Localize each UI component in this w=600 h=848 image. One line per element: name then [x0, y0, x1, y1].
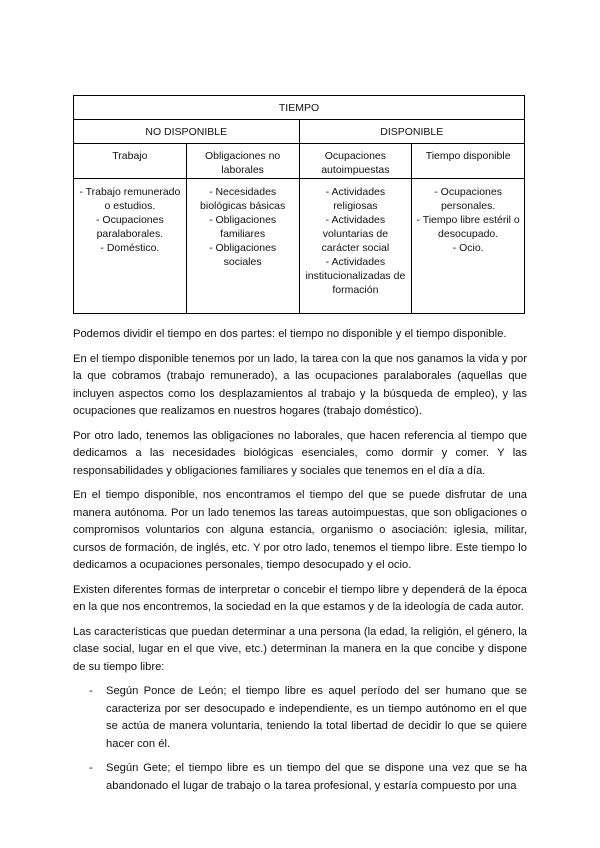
paragraph: En el tiempo disponible, nos encontramos el tiempo del que se puede disfrutar de una manera autónoma. Por un lado tenemos las tareas autoimpuestas, que son obligaciones o compromisos voluntarios con alguna estancia, organismo o asociación: iglesia, militar, cursos de formación, de inglés, etc. Y por otro lado, tenemos el tiempo libre. Este tiempo lo dedicamos a ocupaciones personales, tiempo desocupado y el ocio. [73, 489, 527, 571]
table-item: - Obligaciones sociales [209, 242, 277, 268]
table-item: - Obligaciones familiares [209, 214, 277, 240]
table-item: - Actividades institucionalizadas de formación [305, 256, 406, 296]
items-trabajo [74, 179, 187, 314]
bullet-text: Según Ponce de León; el tiempo libre es aquel período del ser humano que se caracteriza por ser desocupado e independiente, es un tiempo autónomo en el que se actúa de manera voluntaria, teniendo la total libertad de decidir lo que se quiere hacer con él. [106, 685, 527, 750]
list-item [73, 760, 527, 795]
paragraph: En el tiempo disponible tenemos por un lado, la tarea con la que nos ganamos la vida y por la que cobramos (trabajo remunerado), a las ocupaciones paralaborales (aquellas que incluyen aspectos como los desplazamientos al trabajo y la búsqueda de empleo), y las ocupaciones que realizamos en nuestros hogares (trabajo doméstico). [73, 352, 527, 417]
table-item: - Ocupaciones personales. [434, 186, 502, 212]
table-item: - Actividades voluntarias de carácter social [321, 214, 390, 254]
group-disponible: DISPONIBLE [299, 120, 525, 144]
category-ocupaciones: Ocupaciones autoimpuestas [299, 144, 412, 179]
group-no-disponible: NO DISPONIBLE [74, 120, 300, 144]
category-tiempo-disponible: Tiempo disponible [412, 144, 525, 179]
table-item: - Tiempo libre estéril o desocupado. [416, 214, 520, 240]
bullet-list [73, 683, 527, 795]
table-item: - Necesidades biológicas básicas [200, 186, 286, 212]
category-trabajo: Trabajo [74, 144, 187, 179]
paragraph: Las características que puedan determinar a una persona (la edad, la religión, el género, la clase social, lugar en el que vive, etc.) determinan la manera en la que concibe y dispone de su tiempo libre: [73, 625, 527, 673]
bullet-dash: - [89, 762, 93, 774]
paragraph: Podemos dividir el tiempo en dos partes: el tiempo no disponible y el tiempo disponible. [73, 328, 507, 340]
table-item: - Ocupaciones paralaborales. [96, 214, 164, 240]
list-item [73, 683, 527, 753]
table-item: - Actividades religiosas [325, 186, 386, 212]
paragraph: Existen diferentes formas de interpretar o concebir el tiempo libre y dependerá de la época en la que nos encontremos, la sociedad en la que estamos y de la ideología de cada autor. [73, 583, 527, 613]
items-obligaciones [186, 179, 299, 314]
paragraph: Por otro lado, tenemos las obligaciones no laborales, que hacen referencia al tiempo que dedicamos a las necesidades biológicas esenciales, como dormir y comer. Y las responsabilidades y obligaciones familiares y sociales que tenemos en el día a día. [73, 429, 527, 477]
bullet-text: Según Gete; el tiempo libre es un tiempo del que se dispone una vez que se ha abandonado el lugar de trabajo o la tarea profesional, y estaría compuesto por una [106, 762, 527, 792]
table-item: - Ocio. [452, 242, 484, 254]
items-tiempo-disponible [412, 179, 525, 314]
tiempo-table [73, 95, 525, 314]
table-item: - Trabajo remunerado o estudios. [79, 186, 181, 212]
body-text [73, 326, 527, 802]
items-ocupaciones [299, 179, 412, 314]
table-item: - Doméstico. [100, 242, 160, 254]
category-obligaciones: Obligaciones no laborales [186, 144, 299, 179]
bullet-dash: - [89, 685, 93, 697]
table-title: TIEMPO [74, 96, 525, 120]
